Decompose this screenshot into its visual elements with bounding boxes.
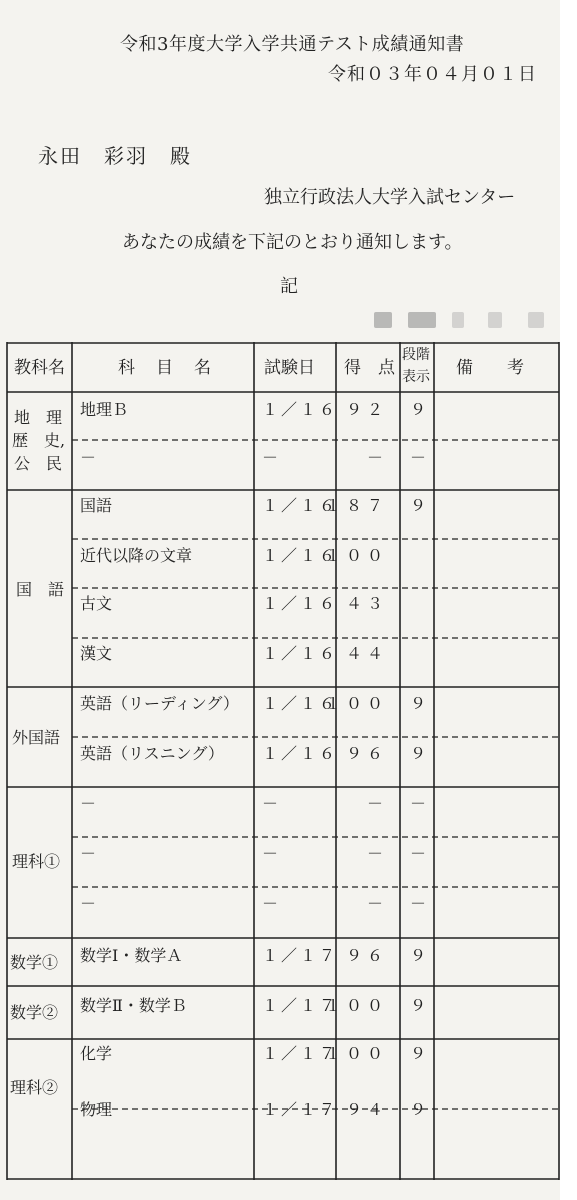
header-grade: 段階 <box>402 347 430 363</box>
score-value: ４４ <box>345 644 388 663</box>
score-table <box>6 342 560 1180</box>
subject-name: 漢文 <box>80 644 113 663</box>
redaction-mark <box>488 312 502 328</box>
exam-date: １／１７ <box>262 1100 339 1119</box>
exam-date: － <box>262 894 282 913</box>
subject-name: － <box>80 844 97 863</box>
subject-name: － <box>80 794 97 813</box>
category-label: 数学② <box>10 1003 59 1022</box>
score-value: １００ <box>324 1044 388 1063</box>
score-value: ９２ <box>345 400 388 419</box>
grade-value: ９ <box>410 1044 427 1063</box>
redaction-mark <box>408 312 436 328</box>
subject-name: － <box>80 448 97 467</box>
category-label: 地 理 <box>14 408 63 427</box>
score-value: ９６ <box>345 946 388 965</box>
category-label: 国 語 <box>16 580 65 599</box>
score-value: － <box>366 894 388 913</box>
subject-name: 国語 <box>80 496 113 515</box>
grade-value: － <box>410 844 427 863</box>
header-remarks: 備 考 <box>456 358 524 378</box>
grade-value: － <box>410 794 427 813</box>
score-value: － <box>366 448 388 467</box>
grade-value: ９ <box>410 694 427 713</box>
subject-name: 化学 <box>80 1044 113 1063</box>
exam-date: １／１６ <box>262 694 339 713</box>
score-value: １００ <box>324 996 388 1015</box>
category-label: 歴 史, <box>12 431 66 450</box>
subject-name: 古文 <box>80 594 113 613</box>
score-value: １８７ <box>324 496 388 515</box>
category-label: 外国語 <box>12 728 61 747</box>
subject-name: 近代以降の文章 <box>80 546 193 565</box>
grade-value: ９ <box>410 400 427 419</box>
issuer-name: 独立行政法人大学入試センター <box>264 187 516 208</box>
grade-value: ９ <box>410 996 427 1015</box>
exam-date: １／１６ <box>262 496 339 515</box>
exam-date: １／１６ <box>262 644 339 663</box>
subject-name: － <box>80 894 97 913</box>
score-value: ９６ <box>345 744 388 763</box>
document-title: 令和3年度大学入学共通テスト成績通知書 <box>120 34 465 55</box>
score-value: － <box>366 844 388 863</box>
subject-name: 物理 <box>80 1100 113 1119</box>
exam-date: １／１６ <box>262 744 339 763</box>
header-grade: 表示 <box>402 369 430 385</box>
redaction-mark <box>374 312 392 328</box>
exam-date: － <box>262 794 282 813</box>
grade-value: ９ <box>410 744 427 763</box>
header-category: 教科名 <box>14 358 65 378</box>
score-value: － <box>366 794 388 813</box>
exam-date: １／１７ <box>262 1044 339 1063</box>
grade-value: ９ <box>410 946 427 965</box>
category-label: 理科① <box>12 852 61 871</box>
exam-date: １／１６ <box>262 400 339 419</box>
exam-date: １／１６ <box>262 546 339 565</box>
grade-value: ９ <box>410 496 427 515</box>
score-value: ４３ <box>345 594 388 613</box>
exam-date: １／１６ <box>262 594 339 613</box>
grade-value: － <box>410 448 427 467</box>
subject-name: 英語（リーディング） <box>80 694 239 713</box>
category-label: 理科② <box>10 1078 59 1097</box>
subject-name: 数学Ⅰ・数学Ａ <box>80 946 183 965</box>
grade-value: － <box>410 894 427 913</box>
subject-name: 数学Ⅱ・数学Ｂ <box>80 996 187 1015</box>
header-subject: 科 目 名 <box>118 358 213 378</box>
page-edge <box>560 0 577 1200</box>
exam-date: － <box>262 844 282 863</box>
score-value: １００ <box>324 546 388 565</box>
exam-date: １／１７ <box>262 996 339 1015</box>
grade-value: ９ <box>410 1100 427 1119</box>
header-score: 得 点 <box>344 358 395 378</box>
subject-name: 英語（リスニング） <box>80 744 224 763</box>
subject-name: 地理Ｂ <box>80 400 129 419</box>
issue-date: 令和０３年０４月０１日 <box>328 64 537 85</box>
exam-date: １／１７ <box>262 946 339 965</box>
score-value: １００ <box>324 694 388 713</box>
redaction-mark <box>528 312 544 328</box>
category-label: 数学① <box>10 953 59 972</box>
header-exam-date: 試験日 <box>264 358 315 378</box>
exam-date: － <box>262 448 282 467</box>
ki-heading: 記 <box>280 276 298 297</box>
category-label: 公 民 <box>14 454 63 473</box>
recipient-name: 永田 彩羽 殿 <box>38 144 192 168</box>
notice-text: あなたの成績を下記のとおり通知します。 <box>122 232 463 253</box>
redaction-mark <box>452 312 464 328</box>
score-value: ９４ <box>345 1100 388 1119</box>
